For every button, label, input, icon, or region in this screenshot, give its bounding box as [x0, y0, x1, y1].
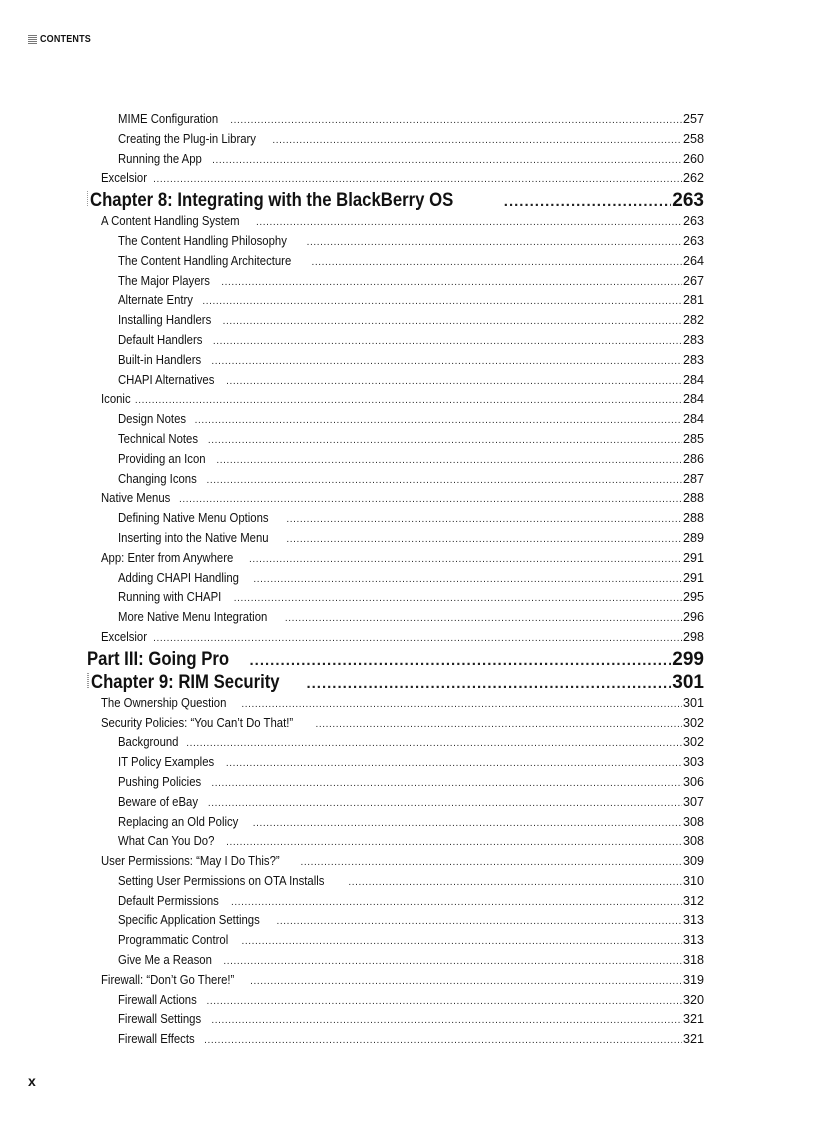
- toc-entry: [87, 892, 704, 912]
- dot-leader: [211, 774, 682, 793]
- toc-entry-page: 263: [682, 233, 704, 248]
- table-of-contents: [87, 110, 704, 1050]
- toc-entry-title: Chapter 8: Integrating with the BlackBerry OS: [89, 190, 454, 212]
- dot-leader: [253, 814, 682, 833]
- dot-leader: [213, 332, 682, 351]
- dot-leader: [221, 273, 682, 292]
- toc-entry-page: 302: [682, 735, 704, 750]
- toc-entry-title: The Content Handling Philosophy: [118, 233, 287, 248]
- toc-entry-title: Technical Notes: [118, 431, 199, 446]
- toc-entry-title: Pushing Policies: [118, 774, 202, 789]
- toc-entry-page: 284: [682, 392, 704, 407]
- toc-entry: [87, 852, 704, 872]
- dot-leader: [204, 1031, 682, 1050]
- toc-entry-title: Excelsior: [101, 171, 147, 186]
- toc-entry-page: 258: [682, 131, 704, 146]
- dot-leader: [277, 912, 682, 931]
- toc-entry-page: 301: [672, 671, 704, 693]
- toc-entry-title: Programmatic Control: [118, 933, 229, 948]
- toc-entry: [87, 311, 704, 331]
- toc-entry-page: 282: [682, 313, 704, 328]
- toc-entry-page: 313: [682, 913, 704, 928]
- toc-entry-page: 283: [682, 332, 704, 347]
- toc-entry: [87, 753, 704, 773]
- toc-entry-title: Running the App: [118, 151, 202, 166]
- dot-leader: [504, 190, 672, 212]
- toc-entry-title: Beware of eBay: [118, 794, 199, 809]
- toc-entry: [87, 351, 704, 371]
- toc-entry-title: The Major Players: [118, 273, 210, 288]
- toc-chapter-entry: [87, 671, 704, 694]
- toc-entry-page: 285: [682, 431, 704, 446]
- dot-leader: [208, 794, 682, 813]
- toc-entry-title: Excelsior: [101, 629, 147, 644]
- toc-entry-title: Alternate Entry: [118, 293, 193, 308]
- toc-entry-title: Inserting into the Native Menu: [118, 530, 269, 545]
- toc-entry-title: Iconic: [101, 392, 131, 407]
- toc-entry-page: 308: [682, 814, 704, 829]
- toc-entry: [87, 1010, 704, 1030]
- toc-entry-page: 289: [682, 530, 704, 545]
- toc-entry: [87, 714, 704, 734]
- toc-entry-title: Firewall Effects: [118, 1032, 195, 1047]
- toc-entry-title: Give Me a Reason: [118, 953, 212, 968]
- toc-entry: [87, 450, 704, 470]
- toc-entry: [87, 212, 704, 232]
- toc-chapter-entry: [87, 189, 704, 212]
- toc-entry-title: Design Notes: [118, 412, 187, 427]
- toc-entry: [87, 911, 704, 931]
- toc-entry-title: A Content Handling System: [101, 214, 240, 229]
- toc-entry-page: 308: [682, 834, 704, 849]
- chapter-square-icon: [87, 673, 89, 688]
- toc-entry-page: 318: [682, 953, 704, 968]
- toc-entry: [87, 489, 704, 509]
- toc-entry: [87, 872, 704, 892]
- toc-entry: [87, 608, 704, 628]
- dot-leader: [286, 510, 682, 529]
- toc-entry: [87, 509, 704, 529]
- toc-entry-title: Firewall Settings: [118, 1012, 202, 1027]
- dot-leader: [250, 972, 682, 991]
- toc-entry-page: 283: [682, 352, 704, 367]
- toc-entry-page: 288: [682, 491, 704, 506]
- toc-entry-page: 298: [682, 629, 704, 644]
- toc-entry-page: 296: [682, 610, 704, 625]
- toc-entry: [87, 793, 704, 813]
- toc-entry-page: 299: [672, 648, 704, 670]
- toc-entry-page: 306: [682, 774, 704, 789]
- toc-entry-page: 284: [682, 372, 704, 387]
- toc-entry: [87, 733, 704, 753]
- toc-entry: [87, 470, 704, 490]
- toc-entry: [87, 150, 704, 170]
- toc-entry: [87, 130, 704, 150]
- toc-entry-title: The Content Handling Architecture: [118, 253, 292, 268]
- toc-entry-title: What Can You Do?: [118, 834, 215, 849]
- toc-entry: [87, 549, 704, 569]
- dot-leader: [306, 672, 671, 694]
- dot-leader: [348, 873, 682, 892]
- toc-entry: [87, 588, 704, 608]
- toc-entry-page: 263: [672, 190, 704, 212]
- dot-leader: [249, 550, 682, 569]
- toc-entry-title: Setting User Permissions on OTA Installs: [118, 873, 325, 888]
- dot-leader: [223, 312, 682, 331]
- page-number: x: [28, 1073, 36, 1089]
- dot-leader: [250, 649, 672, 671]
- toc-entry-page: 303: [682, 755, 704, 770]
- dot-leader: [153, 170, 682, 189]
- dot-leader: [301, 853, 682, 872]
- toc-entry: [87, 832, 704, 852]
- dot-leader: [207, 992, 682, 1011]
- toc-entry-title: Firewall Actions: [118, 992, 197, 1007]
- header-title: CONTENTS: [40, 33, 91, 45]
- dot-leader: [195, 411, 682, 430]
- toc-entry-page: 310: [682, 873, 704, 888]
- toc-entry-title: Default Permissions: [118, 893, 219, 908]
- toc-entry-page: 321: [682, 1032, 704, 1047]
- toc-entry-title: Firewall: “Don’t Go There!”: [101, 972, 235, 987]
- toc-entry-page: 263: [682, 214, 704, 229]
- dot-leader: [226, 754, 682, 773]
- dot-leader: [216, 451, 682, 470]
- dot-leader: [153, 629, 682, 648]
- toc-entry: [87, 569, 704, 589]
- dot-leader: [207, 471, 682, 490]
- dot-leader: [211, 352, 682, 371]
- dot-leader: [256, 213, 682, 232]
- toc-entry-page: 312: [682, 893, 704, 908]
- running-header: [28, 32, 97, 46]
- toc-entry-title: IT Policy Examples: [118, 755, 215, 770]
- dot-leader: [135, 391, 682, 410]
- toc-entry-page: 267: [682, 273, 704, 288]
- toc-part-entry: [87, 648, 704, 671]
- chapter-square-icon: [87, 191, 88, 206]
- toc-entry-title: Creating the Plug-in Library: [118, 131, 256, 146]
- toc-entry-title: MIME Configuration: [118, 112, 219, 126]
- toc-entry-title: Adding CHAPI Handling: [118, 570, 239, 585]
- toc-entry-page: 320: [682, 992, 704, 1007]
- toc-entry-page: 301: [682, 695, 704, 710]
- toc-entry: [87, 694, 704, 714]
- toc-entry: [87, 169, 704, 189]
- toc-entry: [87, 232, 704, 252]
- dot-leader: [307, 233, 682, 252]
- toc-entry-title: User Permissions: “May I Do This?”: [101, 854, 280, 869]
- toc-entry-title: Defining Native Menu Options: [118, 511, 269, 526]
- toc-entry: [87, 331, 704, 351]
- dot-leader: [241, 932, 682, 951]
- toc-entry: [87, 252, 704, 272]
- toc-entry: [87, 371, 704, 391]
- toc-entry: [87, 991, 704, 1011]
- toc-entry-page: 313: [682, 933, 704, 948]
- toc-entry-page: 260: [682, 151, 704, 166]
- dot-leader: [202, 292, 682, 311]
- toc-entry: [87, 110, 704, 130]
- dot-leader: [186, 734, 682, 753]
- toc-entry-title: CHAPI Alternatives: [118, 372, 215, 387]
- toc-entry-page: 291: [682, 550, 704, 565]
- toc-entry-page: 307: [682, 794, 704, 809]
- toc-entry: [87, 971, 704, 991]
- toc-entry-title: Installing Handlers: [118, 313, 212, 328]
- dot-leader: [226, 833, 682, 852]
- toc-entry-title: Security Policies: “You Can’t Do That!”: [101, 715, 294, 730]
- dot-leader: [212, 151, 682, 170]
- dot-leader: [208, 431, 682, 450]
- dot-leader: [316, 715, 682, 734]
- toc-entry: [87, 529, 704, 549]
- toc-entry-title: Chapter 9: RIM Security: [91, 671, 280, 693]
- toc-entry: [87, 291, 704, 311]
- toc-entry: [87, 272, 704, 292]
- toc-entry-page: 321: [682, 1012, 704, 1027]
- toc-entry-page: 287: [682, 471, 704, 486]
- dot-leader: [179, 490, 682, 509]
- toc-entry-title: Specific Application Settings: [118, 913, 260, 928]
- toc-entry-page: 286: [682, 451, 704, 466]
- dot-leader: [234, 589, 682, 608]
- toc-entry-title: Running with CHAPI: [118, 590, 222, 605]
- toc-entry: [87, 430, 704, 450]
- toc-entry-title: Native Menus: [101, 491, 171, 506]
- toc-entry-title: Changing Icons: [118, 471, 197, 486]
- toc-entry: [87, 813, 704, 833]
- toc-entry-page: 284: [682, 412, 704, 427]
- toc-entry-page: 295: [682, 590, 704, 605]
- toc-entry-title: More Native Menu Integration: [118, 610, 268, 625]
- toc-entry-title: Default Handlers: [118, 332, 203, 347]
- toc-entry-title: App: Enter from Anywhere: [101, 550, 234, 565]
- toc-entry-title: Background: [118, 735, 179, 750]
- toc-entry-title: Built-in Handlers: [118, 352, 202, 367]
- toc-entry: [87, 628, 704, 648]
- toc-entry-title: The Ownership Question: [101, 695, 227, 710]
- dot-leader: [230, 111, 682, 130]
- dot-leader: [312, 253, 682, 272]
- toc-entry-title: Providing an Icon: [118, 451, 206, 466]
- toc-entry: [87, 931, 704, 951]
- toc-entry-page: 291: [682, 570, 704, 585]
- dot-leader: [241, 695, 682, 714]
- toc-entry-title: Replacing an Old Policy: [118, 814, 239, 829]
- toc-entry: [87, 951, 704, 971]
- dot-leader: [286, 530, 682, 549]
- toc-entry-page: 309: [682, 854, 704, 869]
- toc-entry-page: 288: [682, 511, 704, 526]
- dot-leader: [211, 1011, 682, 1030]
- dot-leader: [231, 893, 682, 912]
- toc-entry-page: 264: [682, 253, 704, 268]
- dot-leader: [272, 131, 682, 150]
- toc-entry: [87, 410, 704, 430]
- dot-leader: [223, 952, 682, 971]
- toc-entry-page: 257: [682, 112, 704, 126]
- toc-entry: [87, 1030, 704, 1050]
- dot-leader: [285, 609, 682, 628]
- toc-entry-page: 281: [682, 293, 704, 308]
- dot-leader: [253, 570, 682, 589]
- toc-entry: [87, 773, 704, 793]
- toc-entry: [87, 390, 704, 410]
- header-square-icon: [28, 35, 37, 44]
- toc-entry-title: Part III: Going Pro: [87, 648, 230, 670]
- toc-entry-page: 302: [682, 715, 704, 730]
- toc-entry-page: 262: [682, 171, 704, 186]
- toc-entry-page: 319: [682, 972, 704, 987]
- dot-leader: [226, 372, 682, 391]
